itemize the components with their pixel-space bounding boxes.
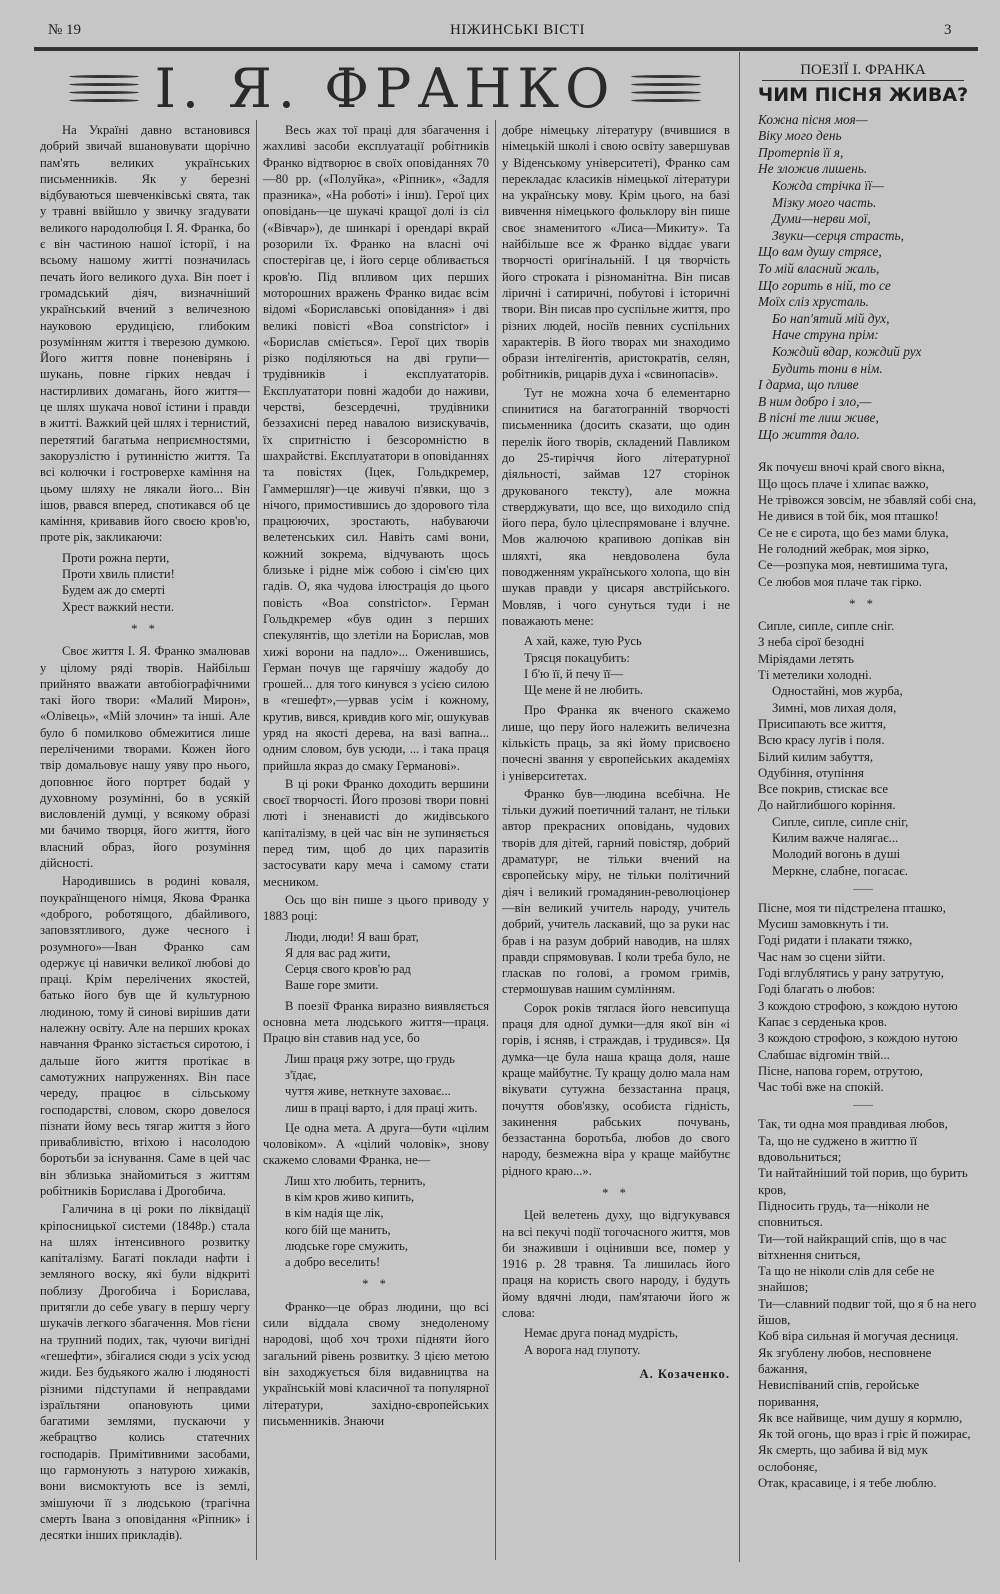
verse-line: в кім надія ще лік,	[285, 1206, 384, 1221]
poem-line: Мусиш замовкнуть і ти.	[758, 917, 889, 932]
header-rule	[34, 47, 978, 51]
paragraph: Сорок років тяглася його невсипуща праця для одної думки—для якої він «і горів, і ясняв, і страждав, і трудився». Ця думка—це була наша краща доля, наше краще майбутнє. Ту кращу долю мала нам вікувати сутужна беззастанна праця, почуття обов'язку, особиста гідність, закинення рабських почувань, беззастанна боротьба, любов до свого народу, безмежна віра у краще майбутнє рідного краю...».	[502, 1000, 730, 1178]
poem-line: Як смерть, що забива й від мук ослобоняє,	[758, 1443, 928, 1474]
poem-line: Як почуєш вночі край свого вікна,	[758, 460, 945, 475]
verse-line: А хай, каже, тую Русь	[524, 634, 642, 649]
poem-line: Ти—той найкращий спів, що в час вітхнення сниться,	[758, 1231, 947, 1262]
poem-line: З неба сірої безодні	[758, 635, 865, 650]
poem-3	[748, 618, 978, 879]
poem-line: Все покрив, стискає все	[758, 782, 889, 797]
poem-line: Ті метелики холодні.	[758, 668, 872, 683]
poem-line: Час тобі вже на спокій.	[758, 1080, 884, 1095]
verse-line: Серця свого кров'ю рад	[285, 962, 411, 977]
poem-line: Що життя дало.	[758, 426, 860, 442]
verse-line: Ще мене й не любить.	[524, 683, 644, 698]
poem-line: Так, ти одна моя правдивая любов,	[758, 1117, 948, 1132]
paragraph: Ось що він пише з цього приводу у 1883 році:	[263, 892, 489, 924]
verse-line: Люди, люди! Я ваш брат,	[285, 929, 419, 944]
poem-line: Капає з серденька кров.	[758, 1014, 888, 1029]
poem-line: Присипають все життя,	[758, 716, 887, 731]
poem-line: Пісне, напова горем, отрутою,	[758, 1063, 923, 1078]
poem-line: Будить тони в нім.	[772, 360, 883, 376]
verse-line: Немає друга понад мудрість,	[524, 1326, 679, 1341]
verse-line: Ваше горе змити.	[285, 978, 379, 993]
poem-line: З кождою строфою, з кождою нутою	[758, 1031, 958, 1046]
poem-line: То мій власний жаль,	[758, 260, 880, 276]
ornament-left	[69, 75, 139, 102]
poem-line: Всю красу лугів і поля.	[758, 733, 885, 748]
poetry-section-heading: ПОЕЗІЇ І. ФРАНКА	[762, 62, 964, 81]
poem-line: До найглибшого коріння.	[758, 798, 896, 813]
poem-line: Невиспіваний спів, геройське поривання,	[758, 1378, 920, 1409]
poem-line: Се не є сирота, що без мами блука,	[758, 525, 949, 540]
poem-line: Зимні, мов лихая доля,	[772, 700, 897, 715]
separator: * *	[602, 1186, 630, 1200]
paragraph: Франко був—людина всебічна. Не тільки дужий поетичний талант, не тільки автор прекрасних оповідань, чудових творів для дітей, гарний повістяр, добрий драматург, не тільки вчений на європейську міру, не тільки політичний діяч і великий громадянин-революціонер—він великий учитель народу, учитель добрий, учитель ласкавий, що за руки нас брав і на разум добрий наводив, на шлях правди спрямовував. І коли треба було, не гласкав по голові, а громом гримів, стермошував нашим сумлінням.	[502, 786, 730, 997]
verse-quote	[62, 550, 250, 615]
poem-4	[748, 900, 978, 1096]
poem-line: Годі вглублятись у рану затрутую,	[758, 966, 944, 981]
poem-line: В ним добро і зло,—	[758, 393, 872, 409]
verse-line: а добро веселить!	[285, 1255, 381, 1270]
poem-line: Протерпів її я,	[758, 144, 844, 160]
poem-line: Се любов моя плаче так гірко.	[758, 574, 922, 589]
poem-line: Годі ридати і плакати тяжко,	[758, 933, 913, 948]
verse-line: Хрест важкий нести.	[62, 599, 174, 614]
verse-line: кого бій ще манить,	[285, 1222, 391, 1237]
verse-quote	[285, 1173, 489, 1271]
paragraph: Цей велетень духу, що відгукувався на всі пекучі події тогочасного життя, мов би знаживши і оцінивши все, помер у 1916 р. 28 травня. Та лишилась його праця на користь свого народу, і будуть йому вдячні люди, пам'ятаючи його ж слова:	[502, 1208, 730, 1321]
poem-line: Годі благать о любов:	[758, 982, 876, 997]
paragraph: добре німецьку літературу (вчившися в німецькій школі і свою освіту завершував у Віденському університеті), Франко сам перекладає класиків німецької літератури на українську мову. Крім цього, на базі вивчення німецького фольклору він пише своє знаменитого «Лиса—Микиту». Та найбільше все ж Франко віддає уваги творчості оригінальній. І ця творчість його строката і різноманітна. Він писав ліричні і сатиричні, побутові і історичні твори. Він писав про суспільне життя, про різних людей, носіїв певних суспільних характерів. В його творах ми знаходимо образи інтелігентів, аристократів, селян, робітників, рицарів духа і «свинопасів».	[502, 123, 730, 382]
verse-line: лиш в праці варто, і для праці жить.	[285, 1100, 478, 1115]
verse-quote	[524, 1325, 730, 1358]
paragraph: Тут не можна хоча б елементарно спинитися на багатогранній творчості письменника (досить сказати, що один перелік його творів, складений Павликом до 25-тиріччя його літературної діяльності, займав 127 сторінок друкованого тексту), але можна стверджувати, що все, що виходило спід його пера, було цілеспрямоване і влучне. Мов жалючою крапивою допікав він шляхті, яка невдоволена була поводженням українського холопа, що він шукав правди у цисаря австрійського. Мовляв, і чого сунуться туди і не поважають мене:	[502, 385, 730, 628]
author-signature: А. Козаченко.	[639, 1366, 730, 1381]
poem-line: І дарма, що пливе	[758, 377, 859, 393]
poem-line: Бо нап'ятий мій дух,	[772, 310, 890, 326]
poem-line: Наче струна прім:	[772, 327, 879, 343]
verse-line: Трясця покацубить:	[524, 650, 630, 665]
verse-quote	[285, 1051, 489, 1116]
article-title-banner	[40, 58, 730, 118]
poem-line: Отак, красавице, і я тебе люблю.	[758, 1475, 937, 1490]
poem-line: Слабшає відгомін твій...	[758, 1047, 890, 1062]
poem-line: Ти найтайніший той порив, що бурить кров,	[758, 1166, 968, 1197]
poetry-column	[748, 62, 978, 1562]
paragraph: В поезії Франка виразно виявляється основна мета людського життя—праця. Працю він ставив над усе, бо	[263, 998, 489, 1046]
article-title: І. Я. ФРАНКО	[154, 56, 616, 120]
poem-2	[748, 459, 978, 589]
verse-line: Будем аж до смерті	[62, 583, 166, 598]
paragraph: На Україні давно встановився добрий звичай вшановувати щорічно пам'ять великих українських письменників. Як у березні відбуваються шевченківські свята, так у травні ввійшло у звичку згадувати великого народолюбця І. Я. Франка, бо є він частиною нашої історії, і на всьому нашому житті позначилась печать його великого духа. Він поет і громадський діяч, визначніший український вчений з величезною науковою ерудицією, глибоким розумінням життя і тверезою думкою. Його життя повне поневірянь і шукань, повне гірких невдач і настирливих домагань, його життя—це шлях шукача нової істини і правди в житті. Важкий цей шлях і тернистий, перетятий багатьма неприємностями, закорузлістю і рутинністю життя. Та всі колючки і гостроверхе каміння на цьому шляху не лякали його... Він ішов, рвався вперед, спотикався об це каміння, кривавив його своєю кров'ю, проте рік, закликаючи:	[40, 123, 250, 545]
poem-line: Одностайні, мов журба,	[772, 684, 903, 699]
verse-line: І б'ю її, й печу її—	[524, 666, 624, 681]
poem-line: Як згублену любов, несповнене бажання,	[758, 1345, 932, 1376]
poem-line: Кожна пісня моя—	[758, 111, 868, 127]
poem-line: Підносить грудь, та—ніколи не сповниться.	[758, 1198, 930, 1230]
poem-line: Ти—славний подвиг той, що я б на него йшов,	[758, 1296, 977, 1328]
newspaper-name: НІЖИНСЬКІ ВІСТІ	[450, 22, 585, 38]
poem-5	[748, 1116, 978, 1491]
poem-line: Кождий вдар, кождий рух	[772, 343, 922, 359]
poem-line: Та, що не суджено в життю її вдовольниться;	[758, 1133, 918, 1165]
paragraph: Це одна мета. А друга—бути «цілим чоловіком». А «цілий чоловік», знову скажемо словами Франка, не—	[263, 1120, 489, 1168]
poem-line: Що вам душу стрясе,	[758, 244, 882, 260]
verse-line: чуття живе, неткнуте заховає...	[285, 1084, 451, 1099]
issue-number: № 19	[48, 22, 82, 38]
poem-line: Сипле, сипле, сипле сніг,	[772, 814, 909, 829]
article-column-3	[502, 122, 730, 1562]
paragraph: Весь жах тої праці для збагачення і жахливі засоби експлуатації робітників Франко відтворює в своїх оповіданнях 70—80 рр. («Полуйка», «Ріпник», «Задля празника», «На роботі» і інш). Герої цих оповідань—це шукачі кращої долі із сіл («Вівчар»), де шинкарі і орендарі вкрай розорили їх. Франко на власні очі спостерігав це, і його серце обливається кров'ю. Під впливом цих перших моторошних вражень Франко видає всім відомі «Бориславські оповідання» і дві великі повісті «Boa constrictor» і «Борислав сміється». Герої цих творів різко поділяються на дві групи—трудівників і експлуататорів. Експлуататори повні жадоби до наживи, черстві, безсердечні, трудівники беззахисні перед навалою визискувачів, їх спритністю і безсоромністю в шахрайстві. Експлуататори в оповіданнях та повістях (Іцек, Гольдкремер, Гаммершляг)—це живучі п'явки, що з нічого, примостившись до здорового тіла працюючих, зростають, набуваючи велетенських сил. Навіть самі вони, кожний зокрема, відчувають щось близьке і рідне між собою і сім'єю цих гадів. О, яка чудова ілюстрація до цього повість «Boa constrictor». Герман Гольдкремер «був один з перших спекулянтів, що злетіли на Борислав, мов хижі ворони на падло»... Оженившись, Герман почув ще гарячішу жадобу до грошей... для того кинувся з усією силою в «гешефт»,—урвав усім і кожному, крутив, вився, кривдив кого міг, ошукував уряд на якості дерева, на вазі вапна... одним словом, був усюди, ... і така праця прийшла якраз до смаку Германові».	[263, 123, 489, 773]
poem-line: Що щось плаче і хлипає важко,	[758, 476, 929, 491]
poem-title: ЧИМ ПІСНЯ ЖИВА?	[757, 84, 969, 107]
column-rule	[495, 120, 496, 1560]
separator: * *	[131, 621, 159, 636]
verse-line: Проти хвиль плисти!	[62, 567, 175, 582]
poem-line: Міріядами летять	[758, 651, 854, 666]
poem-line: Меркне, слабне, погасає.	[772, 863, 908, 878]
column-rule	[256, 120, 257, 1560]
paragraph: Народившись в родині коваля, поукраїнщеного німця, Якова Франка «доброго, роботящого, дбайливого, заповзятливого, дуже чесного і розумного»—Іван Франко сам одержує ці навички великої любові до праці. Крім перелічених якостей, батько його був ще й культурною людиною, тому й синові вирішив дати належну освіту. Але на перших кроках навчання Франко зістається сиротою, і дальше його життя протікає в самотужних напруженнях. Він пасе череду, працює в сільському господарстві, словом, скоро довелося пізнати йому весь тягар життя з його привабливістю, втіхою і насолодою боротьби за існування. Саме в цей час він зблизька знайомиться з життям робітників Борислава і Дрогобича.	[40, 874, 250, 1198]
poem-1	[748, 112, 978, 444]
poem-line: В пісні те лиш живе,	[758, 410, 879, 426]
ornament-right	[631, 75, 701, 102]
paragraph: Своє життя І. Я. Франко змалював у цілому ряді творів. Найбільш прийнято вважати автобіографічними такі його твори: «Малий Мирон», «Олівець», «Мій злочин» та інші. Але було б помилково обмежитися лише переліченими творами. Кожен його твір домальовує нашу уяву про нього, доповнює його портрет бодай у духовному розумінні, бо в усякій висловленій думці, у всякому образі ми бачимо творця, його життя, його власний образ, його розуміння дійсності.	[40, 644, 250, 871]
article-column-1	[40, 122, 250, 1562]
paragraph: Франко—це образ людини, що всі сили віддала свому знедоленому народові, щоб хоч трохи підняти його загальний рівень розвитку. З цією метою він заходжується біля видавництва на українській мові класичної та популярної літератури, західно-європейських письменників. Знаючи	[263, 1299, 489, 1428]
poem-line: Не зложив лишень.	[758, 161, 868, 177]
poem-line: Коб віра сильная й могучая десниця.	[758, 1329, 959, 1344]
poem-line: Білий килим забуття,	[758, 749, 874, 764]
verse-quote	[285, 929, 489, 994]
verse-line: людське горе смужить,	[285, 1238, 409, 1253]
poem-line: Звуки—серця страсть,	[772, 227, 904, 243]
poem-line: Що горить в ній, то се	[758, 277, 891, 293]
paragraph: В ці роки Франко доходить вершини своєї творчості. Його прозові твори повні люті і зненависті до жидівського капіталізму, в цей час він не зупиняється перед тим, щоб до цих паразитів застосувати кару меча і самому стати месником.	[263, 776, 489, 889]
poem-line: Не голодний жебрак, моя зірко,	[758, 541, 930, 556]
poem-line: Час нам зо сцени зійти.	[758, 949, 886, 964]
paragraph: Про Франка як вченого скажемо лише, що перу його належить величезна кількість праць, за які йому присвоєно почесні звання у європейських академіях і університетах.	[502, 703, 730, 783]
poem-line: Сипле, сипле, сипле сніг.	[758, 619, 895, 634]
poem-line: Пісне, моя ти підстрелена пташко,	[758, 900, 946, 915]
verse-line: Лиш хто любить, тернить,	[285, 1173, 426, 1188]
poem-line: Думи—нерви мої,	[772, 211, 871, 227]
poem-line: Кожда стрічка її—	[772, 177, 884, 193]
poem-line: Моїх сліз хрусталь.	[758, 294, 869, 310]
column-rule	[739, 52, 740, 1562]
article-column-2	[263, 122, 489, 1562]
poem-line: Не дивися в той бік, моя пташко!	[758, 509, 939, 524]
paragraph: Галичина в ці роки по ліквідації кріпосницької системи (1848р.) стала на шлях інтенсивного розвитку капіталізму. Багаті поклади нафти і земляного воску, які були відкриті поблизу Дрогобича і Борислава, притягли до себе увагу в першу чергу шукачів легкого збагачення. Мов гієни на трупний подих, так, чуючи вигідні «гешефти», збігалися сюди з усіх усюд жиди. Без будьякого жалю і людяності різними підступами й неправдами ізраїльтяни опановують цими багатими землями, пускаючи у жебрацтво колись статечних господарів. Примітивними засобами, що гармонують з натурою хижаків, вони висмоктують все із землі, змішуючи її з людською (трагічна смерть Івана з оповідання «Ріпник» і десятки інших прикладів).	[40, 1202, 250, 1543]
poem-line: Та що не ніколи слів для себе не знайшов;	[758, 1264, 935, 1295]
poem-line: Мізку мого часть.	[772, 194, 877, 210]
verse-line: Я для вас рад жити,	[285, 945, 391, 960]
poem-line: Молодий вогонь в душі	[772, 847, 901, 862]
poem-line: Як той огонь, що враз і гріє й пожирає,	[758, 1427, 971, 1442]
verse-line: Проти рожна перти,	[62, 550, 170, 565]
poem-line: Одубіння, отупіння	[758, 765, 864, 780]
page-number: 3	[944, 22, 952, 38]
poem-line: Віку мого день	[758, 128, 842, 144]
poem-line: Не трівожся зовсім, не збавляй собі сна,	[758, 493, 977, 508]
poem-line: Як все найвище, чим душу я кормлю,	[758, 1410, 963, 1425]
poem-line: Килим важче налягає...	[772, 831, 899, 845]
separator: * *	[849, 596, 877, 611]
separator: * *	[362, 1277, 390, 1292]
verse-line: А ворога над глупоту.	[524, 1342, 641, 1357]
verse-line: Лиш праця ржу зотре, що грудь з'їдає,	[285, 1051, 455, 1082]
verse-line: в кім кров живо кипить,	[285, 1190, 415, 1204]
poem-line: Се—розпука моя, невтишима туга,	[758, 558, 948, 573]
verse-quote	[524, 633, 730, 698]
poem-line: З кождою строфою, з кождою нутою	[758, 998, 958, 1013]
